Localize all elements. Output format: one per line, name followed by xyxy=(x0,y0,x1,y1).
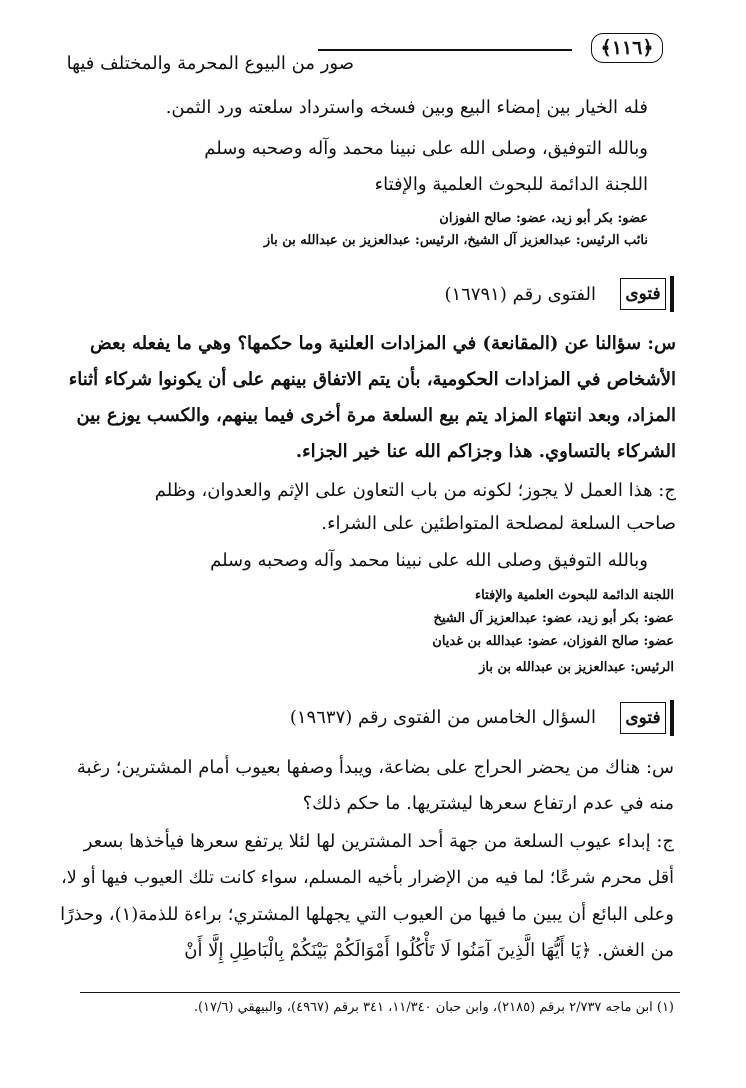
fatwa-2-answer-line: ج: إبداء عيوب السلعة من جهة أحد المشترين لها لئلا يرتفع سعرها فيأخذها بسعر xyxy=(83,831,674,852)
fatwa-1-question-line: الشركاء بالتساوي. هذا وجزاكم الله عنا خير الجزاء. xyxy=(295,441,676,462)
fatwa-2-question-line: س: هناك من يحضر الحراج على بضاعة، ويبدأ وصفها بعيوب أمام المشترين؛ رغبة xyxy=(76,757,674,778)
footnote-rule xyxy=(80,992,680,993)
fatwa-2-label: فتوى xyxy=(620,702,666,734)
fatwa-1-question-line: الأشخاص في المزادات الحكومية، بأن يتم الاتفاق بينهم على أن يكونوا شركاء أثناء xyxy=(68,369,676,390)
prev-fatwa-closing: وبالله التوفيق، وصلى الله على نبينا محمد وآله وصحبه وسلم xyxy=(204,138,648,159)
fatwa-1-member-line: الرئيس: عبدالعزيز بن عبدالله بن باز xyxy=(479,660,674,675)
fatwa-2-title: السؤال الخامس من الفتوى رقم (١٩٦٣٧) xyxy=(289,707,596,728)
fatwa-1-question-line: المزاد، وبعد انتهاء المزاد يتم بيع السلعة مرة أخرى فيما بينهم، والكسب يوزع بين xyxy=(76,405,676,426)
page-number: ﴿١١٦﴾ xyxy=(591,33,663,63)
fatwa-2-answer-line: من الغش. ﴿يَا أَيُّهَا الَّذِينَ آمَنُوا لَا تَأْكُلُوا أَمْوَالَكُمْ بَيْنَكُمْ بِالْبَاطِلِ إِلَّا أَنْ xyxy=(184,940,674,961)
prev-fatwa-committee: اللجنة الدائمة للبحوث العلمية والإفتاء xyxy=(374,174,648,195)
fatwa-1-member-line: عضو: بكر أبو زيد، عضو: عبدالعزيز آل الشيخ xyxy=(433,611,674,626)
running-header-title: صور من البيوع المحرمة والمختلف فيها xyxy=(66,53,354,74)
fatwa-1-closing: وبالله التوفيق وصلى الله على نبينا محمد وآله وصحبه وسلم xyxy=(210,550,648,571)
prev-fatwa-members-2: نائب الرئيس: عبدالعزيز آل الشيخ، الرئيس: عبدالعزيز بن عبدالله بن باز xyxy=(263,233,648,248)
fatwa-1-question-line: س: سؤالنا عن (المقانعة) في المزادات العلنية وما حكمها؟ وهي ما يفعله بعض xyxy=(89,333,676,354)
prev-fatwa-members-1: عضو: بكر أبو زيد، عضو: صالح الفوزان xyxy=(439,211,648,226)
fatwa-2-answer-line: أقل محرم شرعًا؛ لما فيه من الإضرار بأخيه المسلم، سواء كانت تلك العيوب فيها أو لا، xyxy=(61,868,674,888)
fatwa-2-bar xyxy=(670,700,674,736)
fatwa-1-label: فتوى xyxy=(620,278,666,310)
fatwa-2-answer-line: وعلى البائع أن يبين ما فيها من العيوب التي يجهلها المشتري؛ براءة للذمة(١)، وحذرًا xyxy=(60,904,674,925)
prev-fatwa-line: فله الخيار بين إمضاء البيع وبين فسخه واسترداد سلعته ورد الثمن. xyxy=(165,97,648,118)
fatwa-1-answer-line: صاحب السلعة لمصلحة المتواطئين على الشراء. xyxy=(321,513,676,534)
header-rule xyxy=(318,49,572,51)
fatwa-1-member-line: عضو: صالح الفوزان، عضو: عبدالله بن غديان xyxy=(432,634,674,649)
fatwa-1-answer-line: ج: هذا العمل لا يجوز؛ لكونه من باب التعاون على الإثم والعدوان، وظلم xyxy=(154,480,676,501)
fatwa-1-title: الفتوى رقم (١٦٧٩١) xyxy=(444,284,596,305)
footnote: (١) ابن ماجه ٢/٧٣٧ برقم (٢١٨٥)، وابن حبان ١١/٣٤٠، ٣٤١ برقم (٤٩٦٧)، والبيهقي (١٧/٦). xyxy=(193,1000,674,1015)
fatwa-1-bar xyxy=(670,276,674,312)
fatwa-2-question-line: منه في عدم ارتفاع سعرها ليشتريها. ما حكم ذلك؟ xyxy=(302,793,674,814)
fatwa-1-committee: اللجنة الدائمة للبحوث العلمية والإفتاء xyxy=(475,588,674,603)
